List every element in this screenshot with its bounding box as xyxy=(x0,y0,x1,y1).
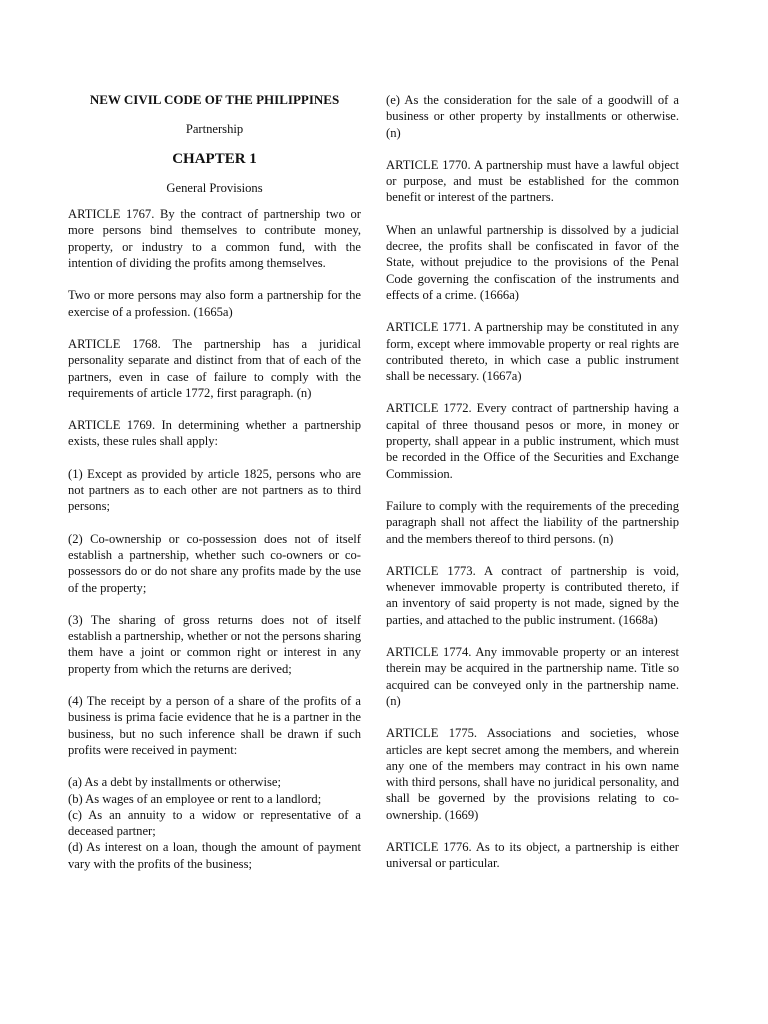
rule-3: (3) The sharing of gross returns does not of itself establish a partnership, whether or not the persons sharing them have a joint or common right or interest in any property from which the returns are derived; xyxy=(68,612,361,676)
exception-e: (e) As the consideration for the sale of a goodwill of a business or other property by installments or otherwise. (n) xyxy=(386,93,679,140)
list-item: (a) As a debt by installments or otherwise; xyxy=(68,775,281,790)
section-heading: General Provisions xyxy=(166,180,263,195)
article-1768: ARTICLE 1768. The partnership has a juridical personality separate and distinct from that of each of the partners, even in case of failure to comply with the requirements of article 1772, first paragraph. (n) xyxy=(68,336,361,400)
document-title: NEW CIVIL CODE OF THE PHILIPPINES xyxy=(89,92,340,107)
article-1767: ARTICLE 1767. By the contract of partnership two or more persons bind themselves to contribute money, property, or industry to a common fund, with the intention of dividing the profits among themselves. xyxy=(68,207,361,271)
right-column xyxy=(386,92,679,888)
document-subtitle: Partnership xyxy=(185,122,244,137)
article-1767-profession: Two or more persons may also form a partnership for the exercise of a profession. (1665a) xyxy=(68,288,361,319)
article-1773: ARTICLE 1773. A contract of partnership is void, whenever immovable property is contributed thereto, if an inventory of said property is not made, signed by the parties, and attached to the public instrument. (1668a) xyxy=(386,563,679,627)
rule-2: (2) Co-ownership or co-possession does not of itself establish a partnership, whether such co-owners or co-possessors do or do not share any profits made by the use of the property; xyxy=(68,531,361,595)
article-1770: ARTICLE 1770. A partnership must have a lawful object or purpose, and must be established for the common benefit or interest of the partners. xyxy=(386,157,679,205)
list-item: (d) As interest on a loan, though the amount of payment vary with the profits of the business; xyxy=(68,840,361,871)
left-column xyxy=(68,92,361,872)
chapter-heading: CHAPTER 1 xyxy=(172,150,257,167)
rule-1: (1) Except as provided by article 1825, persons who are not partners as to each other are not partners as to third persons; xyxy=(68,466,361,514)
article-1770-unlawful: When an unlawful partnership is dissolved by a judicial decree, the profits shall be confiscated in favor of the State, without prejudice to the provisions of the Penal Code governing the confiscation of the instruments and effects of a crime. (1666a) xyxy=(386,222,679,302)
article-1774: ARTICLE 1774. Any immovable property or an interest therein may be acquired in the partnership name. Title so acquired can be conveyed only in the partnership name. (n) xyxy=(386,645,679,708)
article-1775: ARTICLE 1775. Associations and societies, whose articles are kept secret among the members, and wherein any one of the members may contract in his own name with third persons, shall have no juridical personality, and shall be governed by the provisions relating to co-ownership. (1669) xyxy=(386,726,679,822)
article-1772-failure: Failure to comply with the requirements of the preceding paragraph shall not affect the liability of the partnership and the members thereof to third persons. (n) xyxy=(386,498,679,546)
article-1776: ARTICLE 1776. As to its object, a partnership is either universal or particular. xyxy=(386,839,679,871)
article-1772: ARTICLE 1772. Every contract of partnership having a capital of three thousand pesos or more, in money or property, shall appear in a public instrument, which must be recorded in the Office of the Securities and Exchange Commission. xyxy=(386,401,679,481)
article-1769: ARTICLE 1769. In determining whether a partnership exists, these rules shall apply: xyxy=(68,418,361,449)
rule-4: (4) The receipt by a person of a share of the profits of a business is prima facie evidence that he is a partner in the business, but no such inference shall be drawn if such profits were received in payment: xyxy=(68,694,361,757)
list-item: (b) As wages of an employee or rent to a landlord; xyxy=(68,791,322,806)
list-item: (c) As an annuity to a widow or representative of a deceased partner; xyxy=(68,807,361,839)
payment-exceptions-list xyxy=(68,774,361,872)
article-1771: ARTICLE 1771. A partnership may be constituted in any form, except where immovable property or real rights are contributed thereto, in which case a public instrument shall be necessary. (1667a) xyxy=(386,320,679,384)
